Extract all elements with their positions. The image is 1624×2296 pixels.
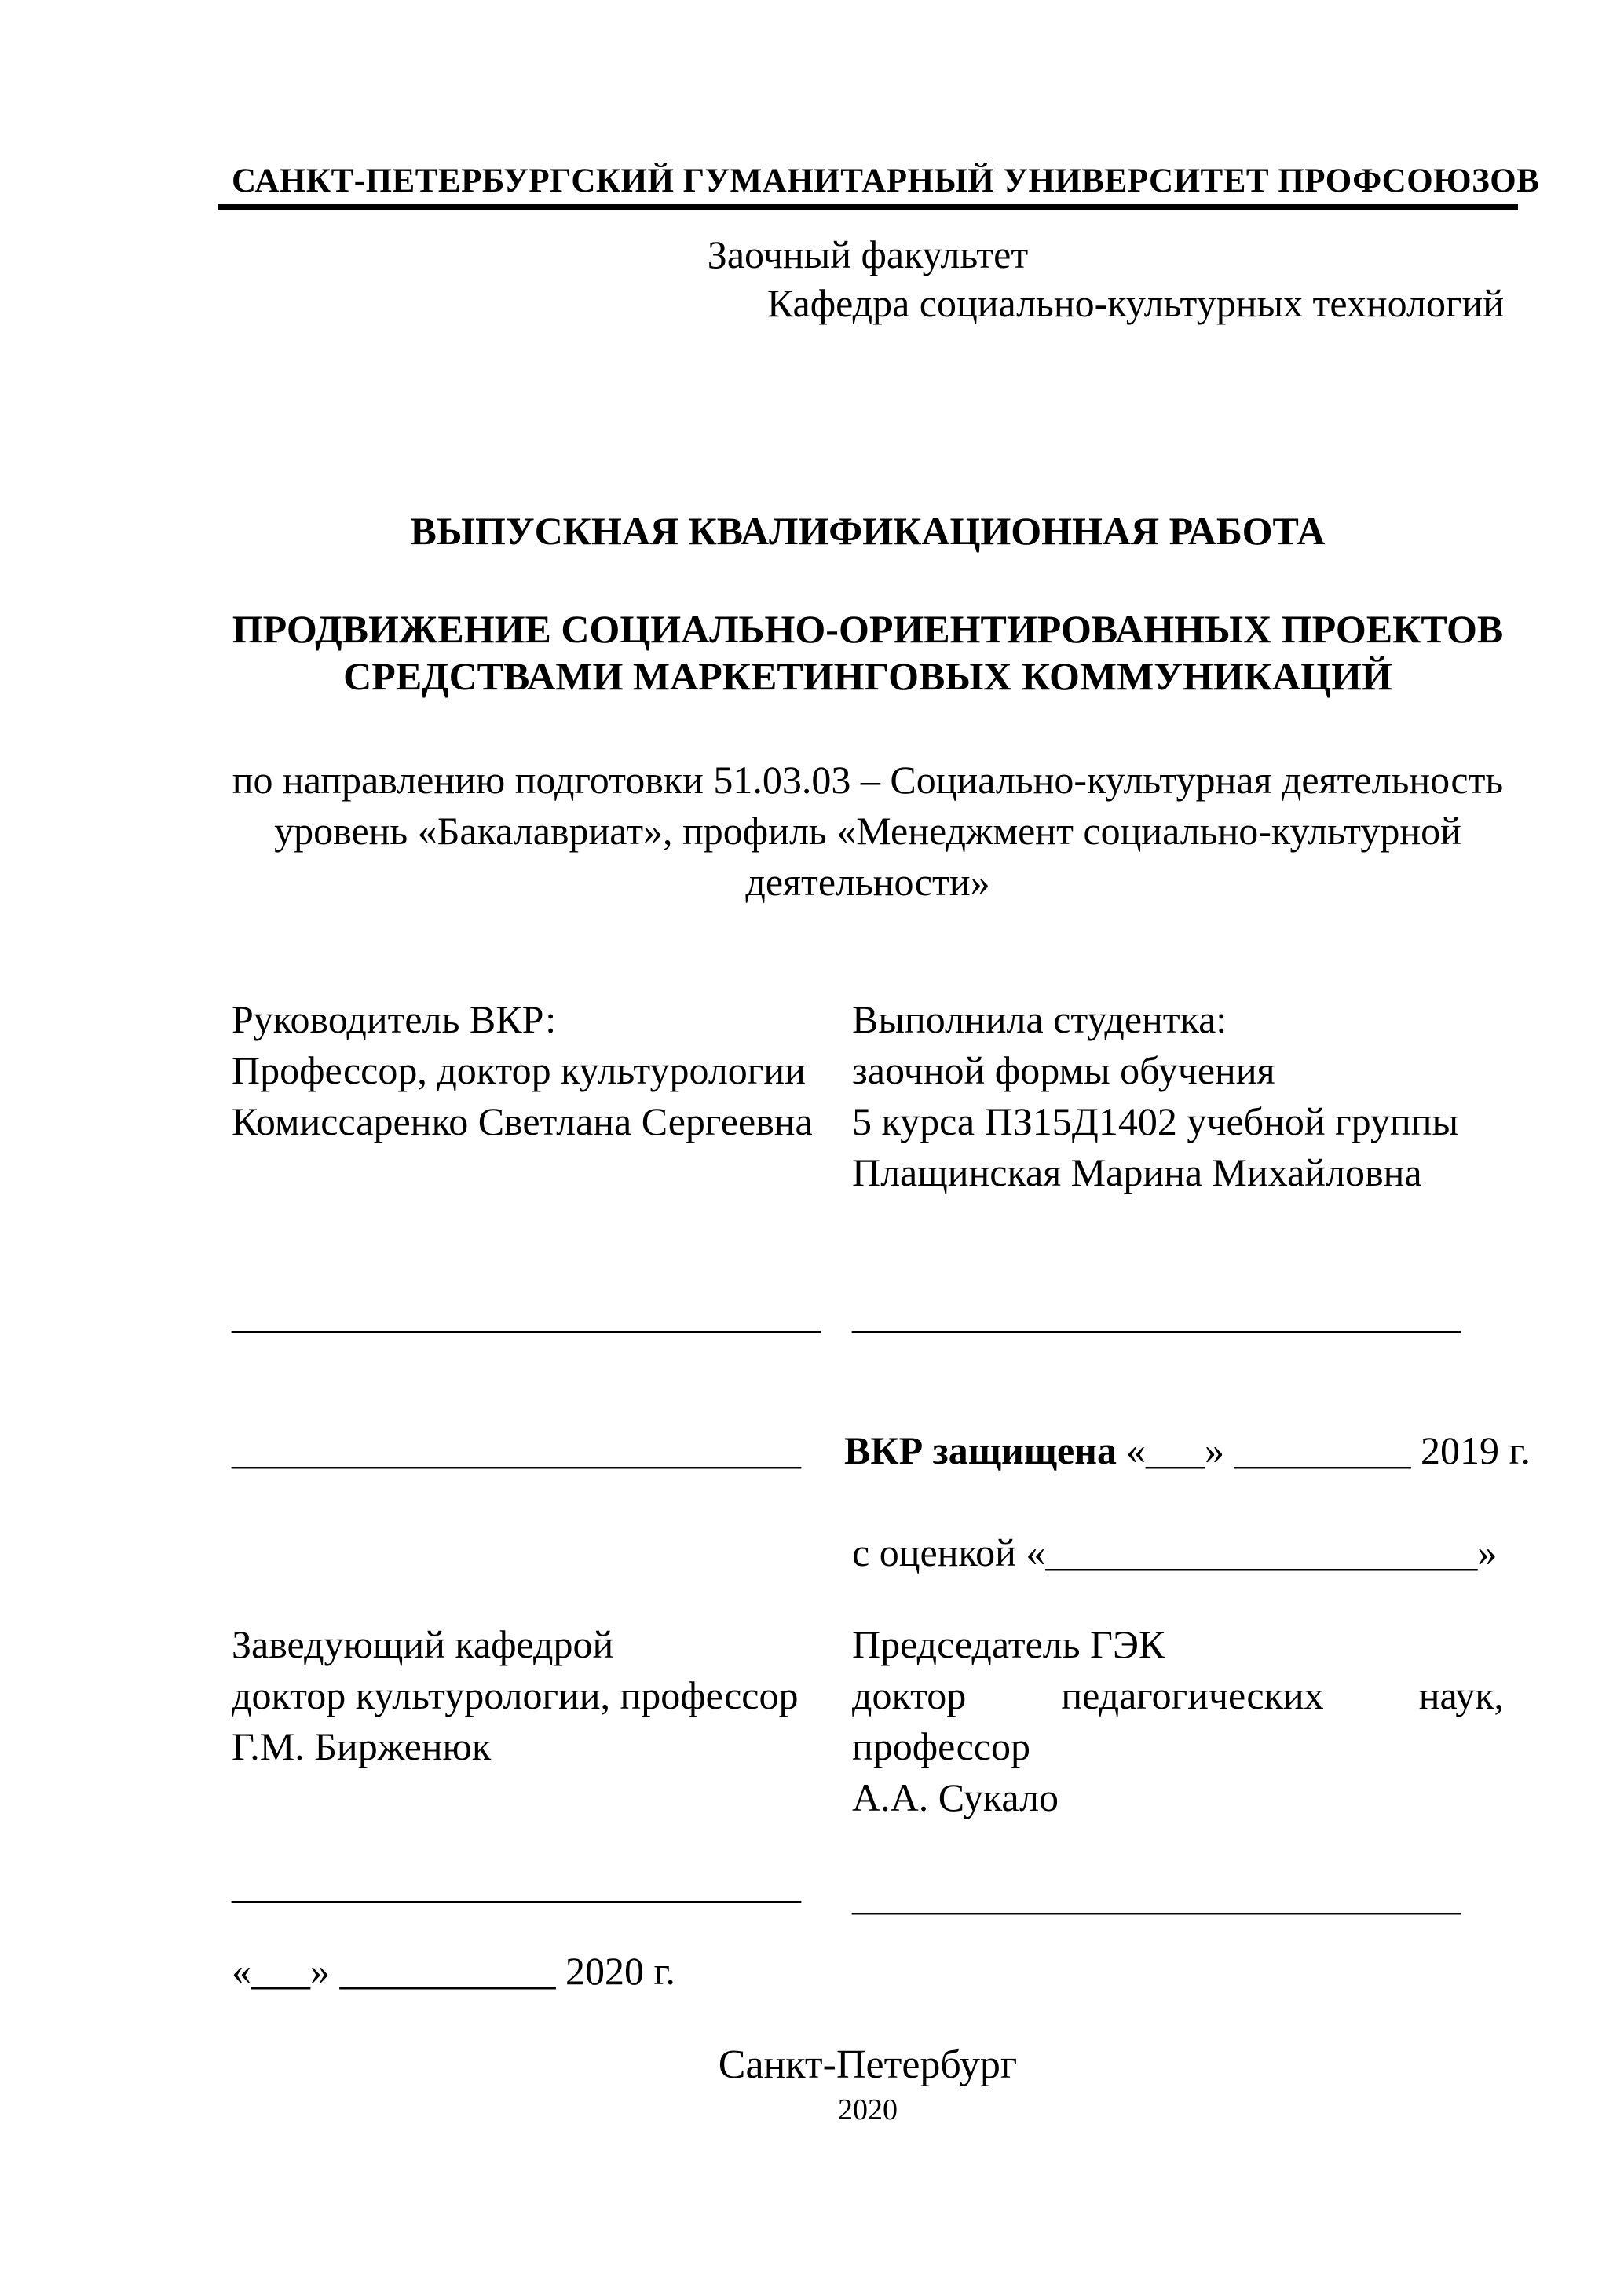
supervisor-degree: Профессор, доктор культурологии — [232, 1048, 806, 1092]
program-line3: деятельности» — [745, 860, 990, 904]
defense-date-blank: «___» _________ 2019 г. — [1125, 1428, 1531, 1472]
supervisor-block — [232, 994, 836, 1147]
thesis-title-line1: ПРОДВИЖЕНИЕ СОЦИАЛЬНО-ОРИЕНТИРОВАННЫХ ПРОЕКТОВ — [232, 607, 1504, 651]
student-signature-line: _______________________________ — [852, 1292, 1461, 1336]
student-block — [852, 994, 1504, 1198]
chair-signature-line: _______________________________ — [852, 1874, 1461, 1918]
chair-name: А.А. Сукало — [852, 1775, 1059, 1819]
student-study-form: заочной формы обучения — [852, 1048, 1275, 1092]
defense-signature-line-left: _____________________________ — [232, 1428, 801, 1472]
head-name: Г.М. Бирженюк — [232, 1724, 492, 1768]
thesis-title-line2: СРЕДСТВАМИ МАРКЕТИНГОВЫХ КОММУНИКАЦИЙ — [343, 654, 1392, 698]
grade-line: с оценкой «______________________» — [852, 1530, 1498, 1574]
work-type-heading: ВЫПУСКНАЯ КВАЛИФИКАЦИОННАЯ РАБОТА — [410, 509, 1326, 553]
university-name: САНКТ-ПЕТЕРБУРГСКИЙ ГУМАНИТАРНЫЙ УНИВЕРСИТЕТ ПРОФСОЮЗОВ — [232, 163, 1540, 199]
supervisor-role: Руководитель ВКР: — [232, 997, 557, 1041]
chair-degree2: профессор — [852, 1724, 1030, 1768]
gek-chair-block — [852, 1619, 1504, 1823]
program-line1: по направлению подготовки 51.03.03 – Социально-культурная деятельность — [232, 758, 1504, 802]
program-line2: уровень «Бакалавриат», профиль «Менеджмент социально-культурной — [274, 809, 1461, 853]
chair-role: Председатель ГЭК — [852, 1622, 1165, 1666]
head-degree: доктор культурологии, профессор — [232, 1673, 799, 1717]
student-role: Выполнила студентка: — [852, 997, 1227, 1041]
defense-line — [844, 1425, 1531, 1476]
supervisor-signature-line: ______________________________ — [232, 1292, 821, 1336]
head-signature-line: _____________________________ — [232, 1863, 801, 1907]
chair-degree: доктор педагогических наук, — [852, 1673, 1504, 1717]
supervisor-name: Комиссаренко Светлана Сергеевна — [232, 1099, 813, 1143]
defense-label: ВКР защищена — [844, 1428, 1117, 1472]
year-label: 2020 — [838, 2093, 898, 2126]
header-rule — [218, 204, 1518, 210]
department-name: Кафедра социально-культурных технологий — [766, 281, 1504, 325]
head-of-department-block — [232, 1619, 836, 1772]
student-group: 5 курса ПЗ15Д1402 учебной группы — [852, 1099, 1459, 1143]
head-date-line: «___» ___________ 2020 г. — [232, 1949, 675, 1993]
head-role: Заведующий кафедрой — [232, 1622, 614, 1666]
student-name: Плащинская Марина Михайловна — [852, 1150, 1422, 1194]
city-name: Санкт-Петербург — [718, 2042, 1018, 2087]
faculty-name: Заочный факультет — [707, 232, 1029, 276]
